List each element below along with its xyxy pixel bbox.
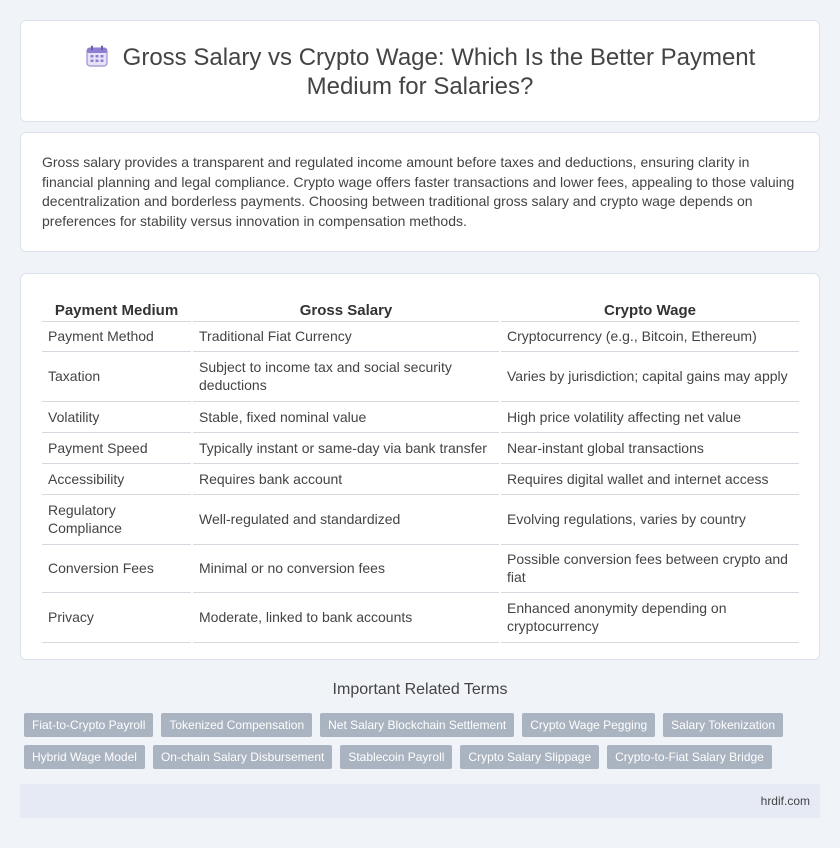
- title-card: [20, 20, 820, 122]
- related-term-tag[interactable]: Stablecoin Payroll: [340, 745, 452, 769]
- table-row: [42, 463, 799, 494]
- tag-row: [24, 713, 804, 737]
- table-header: Gross Salary: [192, 295, 500, 321]
- footer-site[interactable]: hrdif.com: [760, 794, 810, 808]
- page-title: Gross Salary vs Crypto Wage: Which Is the Better Payment Medium for Salaries?: [122, 44, 756, 100]
- table-cell: Traditional Fiat Currency: [192, 321, 500, 351]
- table-cell: High price volatility affecting net value: [500, 401, 799, 432]
- table-cell: Payment Method: [42, 321, 192, 351]
- table-cell: Near-instant global transactions: [500, 432, 799, 463]
- related-term-tag[interactable]: Crypto-to-Fiat Salary Bridge: [607, 745, 772, 769]
- related-term-tag[interactable]: Tokenized Compensation: [161, 713, 312, 737]
- tag-row: [24, 745, 804, 769]
- table-cell: Moderate, linked to bank accounts: [192, 592, 500, 642]
- table-row: [42, 494, 799, 544]
- table-header-row: [42, 295, 799, 321]
- table-header: Crypto Wage: [500, 295, 799, 321]
- table-cell: Cryptocurrency (e.g., Bitcoin, Ethereum): [500, 321, 799, 351]
- table-cell: Well-regulated and standardized: [192, 494, 500, 544]
- description-card: [20, 132, 820, 252]
- related-terms-title: Important Related Terms: [332, 681, 508, 698]
- related-term-tag[interactable]: Crypto Salary Slippage: [460, 745, 599, 769]
- table-row: [42, 592, 799, 642]
- table-cell: Accessibility: [42, 463, 192, 494]
- table-cell: Taxation: [42, 351, 192, 401]
- table-cell: Regulatory Compliance: [42, 494, 192, 544]
- table-cell: Conversion Fees: [42, 544, 192, 592]
- table-cell: Stable, fixed nominal value: [192, 401, 500, 432]
- comparison-table-card: [20, 273, 820, 660]
- related-terms-tags: [24, 713, 804, 777]
- footer: [20, 784, 820, 818]
- related-term-tag[interactable]: Hybrid Wage Model: [24, 745, 145, 769]
- table-cell: Possible conversion fees between crypto and fiat: [500, 544, 799, 592]
- table-cell: Requires digital wallet and internet access: [500, 463, 799, 494]
- table-cell: Subject to income tax and social security deductions: [192, 351, 500, 401]
- table-row: [42, 401, 799, 432]
- table-row: [42, 432, 799, 463]
- related-term-tag[interactable]: Fiat-to-Crypto Payroll: [24, 713, 153, 737]
- related-term-tag[interactable]: Salary Tokenization: [663, 713, 783, 737]
- related-term-tag[interactable]: Net Salary Blockchain Settlement: [320, 713, 514, 737]
- table-cell: Evolving regulations, varies by country: [500, 494, 799, 544]
- table-cell: Varies by jurisdiction; capital gains may apply: [500, 351, 799, 401]
- table-cell: Payment Speed: [42, 432, 192, 463]
- calendar-icon: [85, 44, 109, 68]
- related-term-tag[interactable]: On-chain Salary Disbursement: [153, 745, 332, 769]
- description-text: Gross salary provides a transparent and regulated income amount before taxes and deductions, ensuring clarity in financial planning and legal compliance. Crypto wage offers faster transactions and lower fees, appealing to those valuing decentralization and borderless payments. Choosing between traditional gross salary and crypto wage depends on preferences for stability versus innovation in compensation methods.: [42, 154, 795, 229]
- table-cell: Minimal or no conversion fees: [192, 544, 500, 592]
- page-title-wrap: [21, 43, 819, 101]
- table-cell: Typically instant or same-day via bank transfer: [192, 432, 500, 463]
- table-row: [42, 544, 799, 592]
- table-row: [42, 351, 799, 401]
- table-cell: Volatility: [42, 401, 192, 432]
- table-row: [42, 321, 799, 351]
- comparison-table: [42, 295, 799, 643]
- related-term-tag[interactable]: Crypto Wage Pegging: [522, 713, 655, 737]
- table-cell: Requires bank account: [192, 463, 500, 494]
- table-cell: Enhanced anonymity depending on cryptocurrency: [500, 592, 799, 642]
- table-cell: Privacy: [42, 592, 192, 642]
- table-header: Payment Medium: [42, 295, 192, 321]
